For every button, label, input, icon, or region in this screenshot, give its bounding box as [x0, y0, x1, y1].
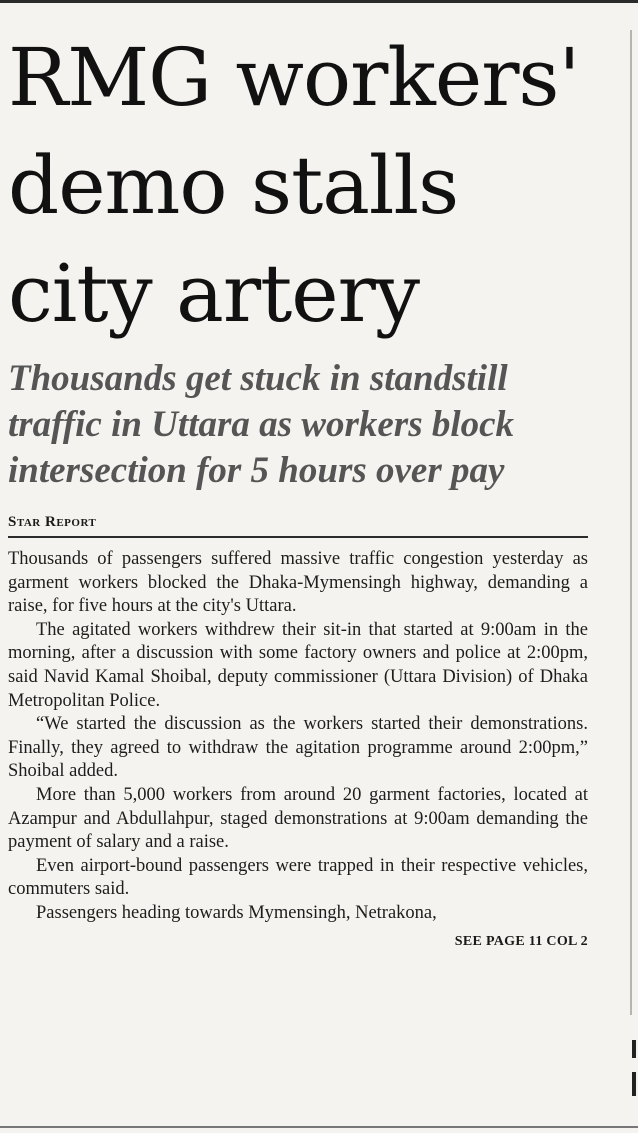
- paragraph: The agitated workers withdrew their sit-in that started at 9:00am in the morning, after a discussion with some factory owners and police at 2:00pm, said Navid Kamal Shoibal, deputy commissioner (Uttara Division) of Dhaka Metropolitan Police.: [8, 619, 588, 711]
- paragraph: “We started the discussion as the workers started their demonstrations. Finally, they agreed to withdraw the agitation programme around 2:00pm,” Shoibal added.: [8, 714, 588, 782]
- paragraph: Even airport-bound passengers were trapped in their respective vehicles, commuters said.: [8, 855, 588, 900]
- paragraph: Thousands of passengers suffered massive traffic congestion yesterday as garment workers blocked the Dhaka-Mymensingh highway, demanding a raise, for five hours at the city's Uttara.: [8, 549, 588, 617]
- paragraph: More than 5,000 workers from around 20 garment factories, located at Azampur and Abdullahpur, staged demonstrations at 9:00am demanding the payment of salary and a raise.: [8, 784, 588, 853]
- headline: [8, 24, 592, 348]
- headline-line: demo stalls: [8, 139, 459, 232]
- byline: Star Report: [8, 514, 588, 538]
- subheadline-line: traffic in Uttara as workers block: [8, 404, 515, 445]
- adjacent-column-edge: [632, 1040, 636, 1058]
- headline-line: RMG workers': [8, 31, 580, 124]
- subheadline-line: Thousands get stuck in standstill: [8, 358, 508, 399]
- news-article: [8, 24, 592, 950]
- subheadline: [8, 356, 592, 494]
- paragraph: Passengers heading towards Mymensingh, Netrakona,: [36, 902, 437, 923]
- bottom-rule: [0, 1126, 638, 1128]
- article-body: [8, 548, 588, 926]
- headline-line: city artery: [8, 247, 420, 340]
- subheadline-line: intersection for 5 hours over pay: [8, 450, 505, 491]
- adjacent-column-edge: [632, 1072, 636, 1096]
- top-rule: [0, 0, 638, 3]
- jump-line: SEE PAGE 11 COL 2: [454, 933, 588, 949]
- column-divider: [630, 30, 632, 1015]
